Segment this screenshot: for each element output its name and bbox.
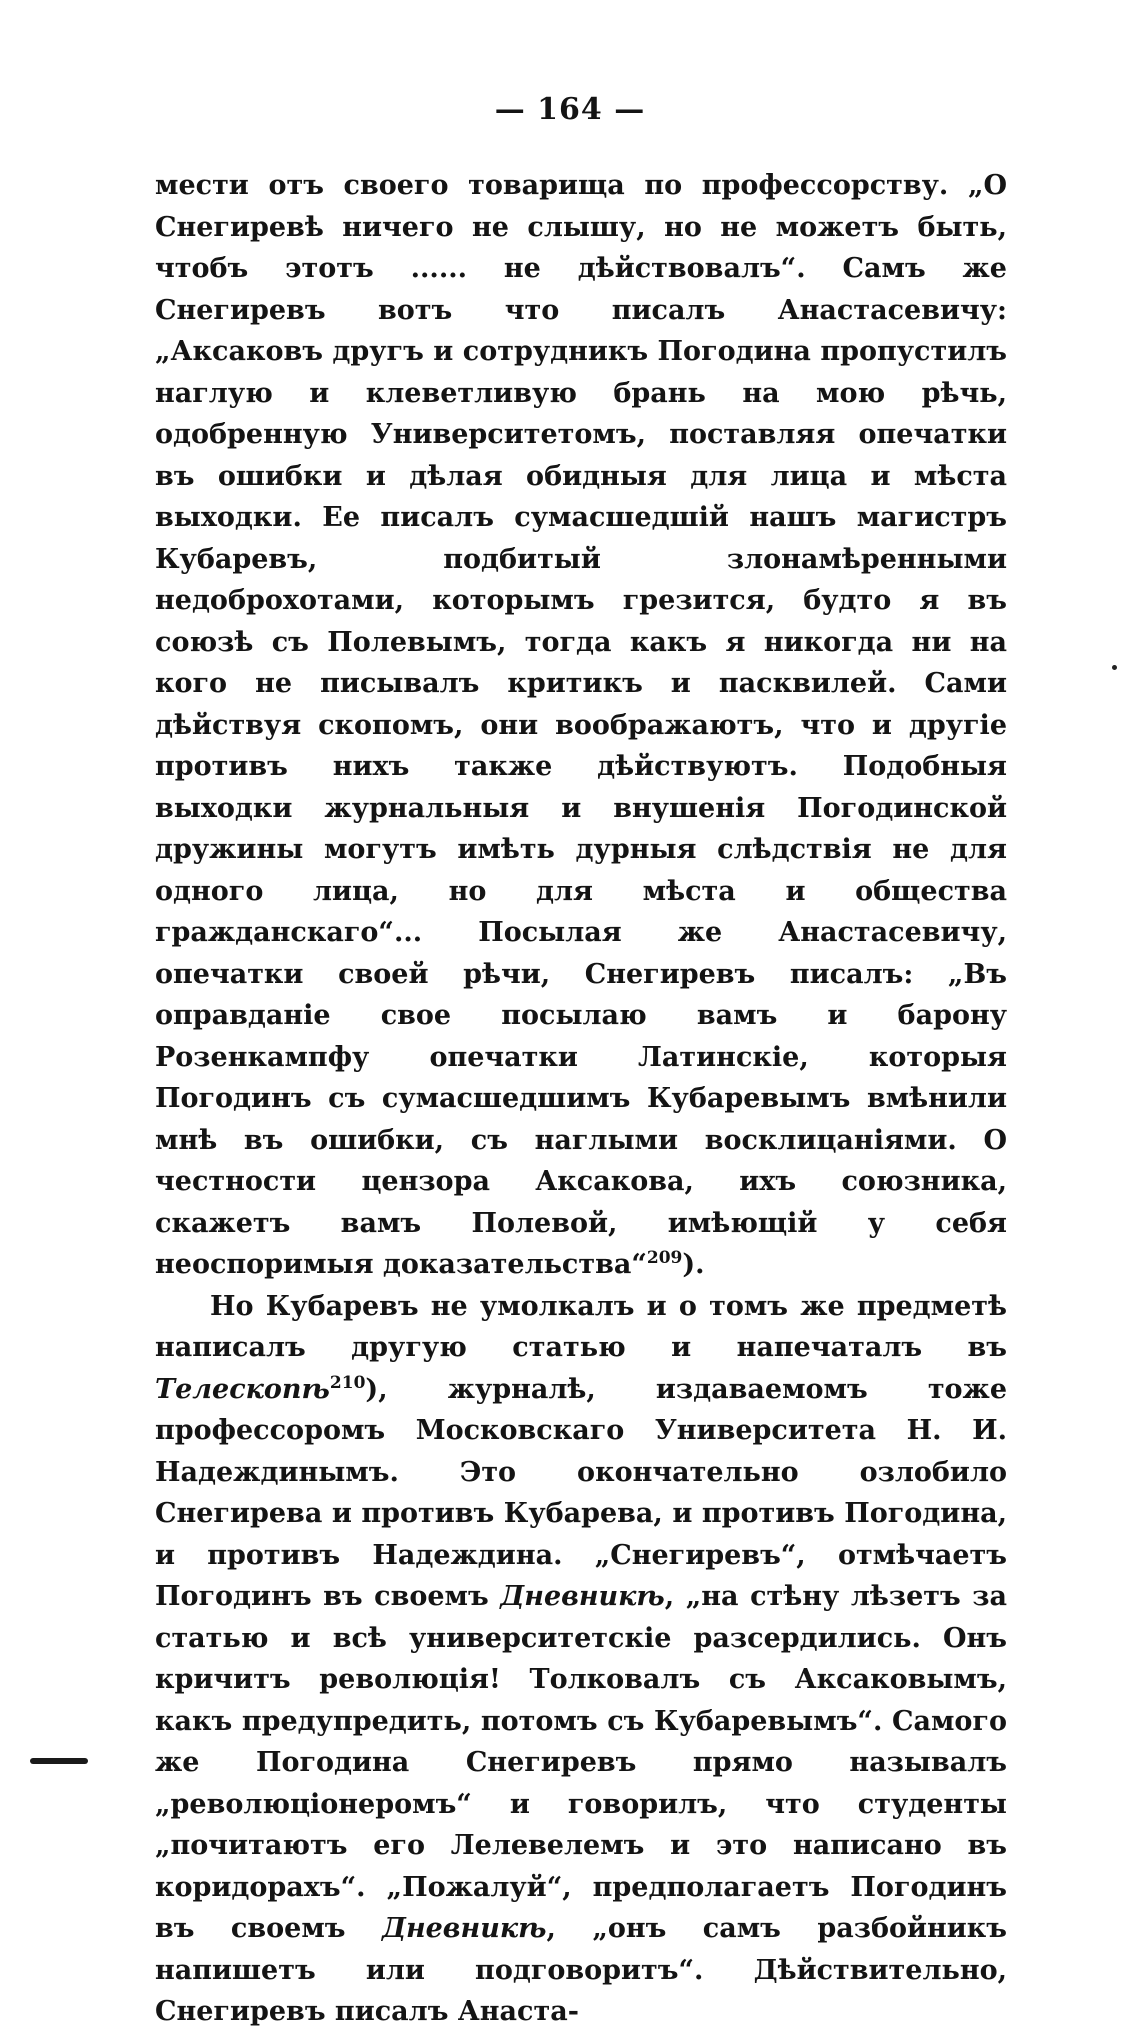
paragraph-1-text: мести отъ своего товарища по профессорству. „О Снегиревѣ ничего не слышу, но не можетъ быть, чтобъ этотъ ...... не дѣйствовалъ“. Самъ же Снегиревъ вотъ что писалъ Анастасевичу: „Аксаковъ другъ и сотрудникъ Погодина пропустилъ наглую и клеветливую брань на мою рѣчь, одобренную Университетомъ, поставляя опечатки въ ошибки и дѣлая обидныя для лица и мѣста выходки. Ее писалъ сумасшедшій нашъ магистръ Кубаревъ, подбитый злонамѣренными недоброхотами, которымъ грезится, будто я въ союзѣ съ Полевымъ, тогда какъ я никогда ни на кого не писывалъ критикъ и пасквилей. Сами дѣйствуя скопомъ, они воображаютъ, что и другіе противъ нихъ также дѣйствуютъ. Подобныя выходки журнальныя и внушенія Погодинской дружины могутъ имѣть дурныя слѣдствія не для одного лица, но для мѣста и общества гражданскаго“... Посылая же Анастасевичу, опечатки своей рѣчи, Снегиревъ писалъ: „Въ оправданіе свое посылаю вамъ и барону Розенкампфу опечатки Латинскіе, которыя Погодинъ съ сумасшедшимъ Кубаревымъ вмѣнили мнѣ въ ошибки, съ наглыми восклицаніями. О честности цензора Аксакова, ихъ союзника, скажетъ вамъ Полевой, имѣющій у себя неоспоримыя доказательства“ [155,170,1007,1280]
body-text [155,165,1007,2033]
journal-title-telescope: Телескопѣ [155,1373,330,1405]
paragraph-1 [155,165,1007,1286]
paragraph-2-text-d: , „онъ самъ разбойникъ напишетъ или подговоритъ“. Дѣйствительно, Снегиревъ писалъ Анаста- [155,1913,1007,2027]
paragraph-1-text-end: ). [682,1249,705,1280]
page-number: — 164 — [494,92,646,127]
diary-title-1: Дневникѣ [500,1581,665,1612]
margin-dot-mark [1112,665,1117,670]
scan-edge-mark [30,1758,88,1764]
footnote-ref-210: 210 [329,1372,366,1393]
paragraph-2-text-c: , „на стѣну лѣзетъ за статью и всѣ университетскіе разсердились. Онъ кричитъ революція! Толковалъ съ Аксаковымъ, какъ предупредить, потомъ съ Кубаревымъ“. Самого же Погодина Снегиревъ прямо называлъ „революціонеромъ“ и говорилъ, что студенты „почитаютъ его Лелевелемъ и это написано въ коридорахъ“. „Пожалуй“, предполагаетъ Погодинъ въ своемъ [155,1581,1007,1944]
diary-title-2: Дневникѣ [381,1913,547,1944]
paragraph-2 [155,1286,1007,2033]
paragraph-2-text-a: Но Кубаревъ не умолкалъ и о томъ же предметѣ написалъ другую статью и напечаталъ въ [155,1290,1007,1363]
paragraph-2-text-b: ), журналѣ, издаваемомъ тоже профессоромъ Московскаго Университета Н. И. Надеждинымъ. Это окончательно озлобило Снегирева и противъ Кубарева, и противъ Погодина, и противъ Надеждина. „Снегиревъ“, отмѣчаетъ Погодинъ въ своемъ [155,1373,1007,1612]
footnote-ref-209: 209 [646,1248,683,1268]
